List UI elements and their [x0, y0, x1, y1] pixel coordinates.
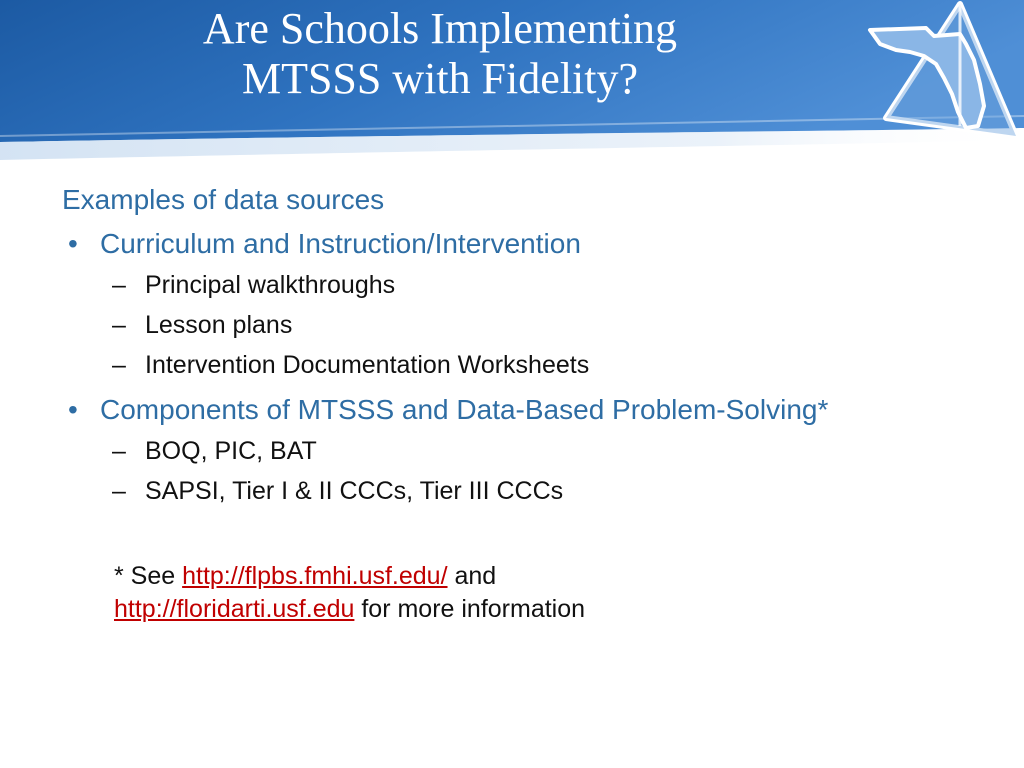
sub-item	[62, 348, 962, 382]
bullet-label: Curriculum and Instruction/Intervention	[100, 228, 581, 259]
sub-item	[62, 474, 962, 508]
bullet-item	[62, 392, 962, 428]
sub-item	[62, 308, 962, 342]
sub-item	[62, 434, 962, 468]
footnote-middle: and	[447, 562, 497, 590]
title-banner	[0, 0, 1024, 165]
title-line-2: MTSSS with Fidelity?	[241, 54, 639, 103]
footnote-suffix: for more information	[354, 595, 586, 623]
sub-item	[62, 268, 962, 302]
floridarti-link[interactable]: http://floridarti.usf.edu	[114, 595, 355, 623]
florida-triangle-logo-icon	[856, 0, 1024, 150]
sub-item-text: SAPSI, Tier I & II CCCs, Tier III CCCs	[145, 477, 564, 505]
dash-marker: –	[112, 271, 126, 299]
dash-marker: –	[112, 351, 126, 379]
title-line-1: Are Schools Implementing	[202, 4, 678, 53]
bullet-label: Components of MTSSS and Data-Based Problem-Solving*	[100, 394, 829, 425]
slide-body	[62, 180, 962, 626]
bullet-item	[62, 226, 962, 262]
footnote-prefix: * See	[114, 562, 183, 590]
dash-marker: –	[112, 437, 126, 465]
bullet-marker: •	[68, 394, 78, 425]
intro-text: Examples of data sources	[62, 184, 385, 215]
sub-item-text: Principal walkthroughs	[145, 271, 396, 299]
footnote	[62, 560, 962, 626]
sub-item-text: BOQ, PIC, BAT	[145, 437, 317, 465]
dash-marker: –	[112, 311, 126, 339]
sub-item-text: Lesson plans	[145, 311, 293, 339]
sub-item-text: Intervention Documentation Worksheets	[145, 351, 590, 379]
section-components	[62, 392, 962, 508]
section-curriculum	[62, 226, 962, 382]
dash-marker: –	[112, 477, 126, 505]
slide-title	[60, 4, 820, 104]
flpbs-link[interactable]: http://flpbs.fmhi.usf.edu/	[182, 562, 448, 590]
bullet-marker: •	[68, 228, 78, 259]
